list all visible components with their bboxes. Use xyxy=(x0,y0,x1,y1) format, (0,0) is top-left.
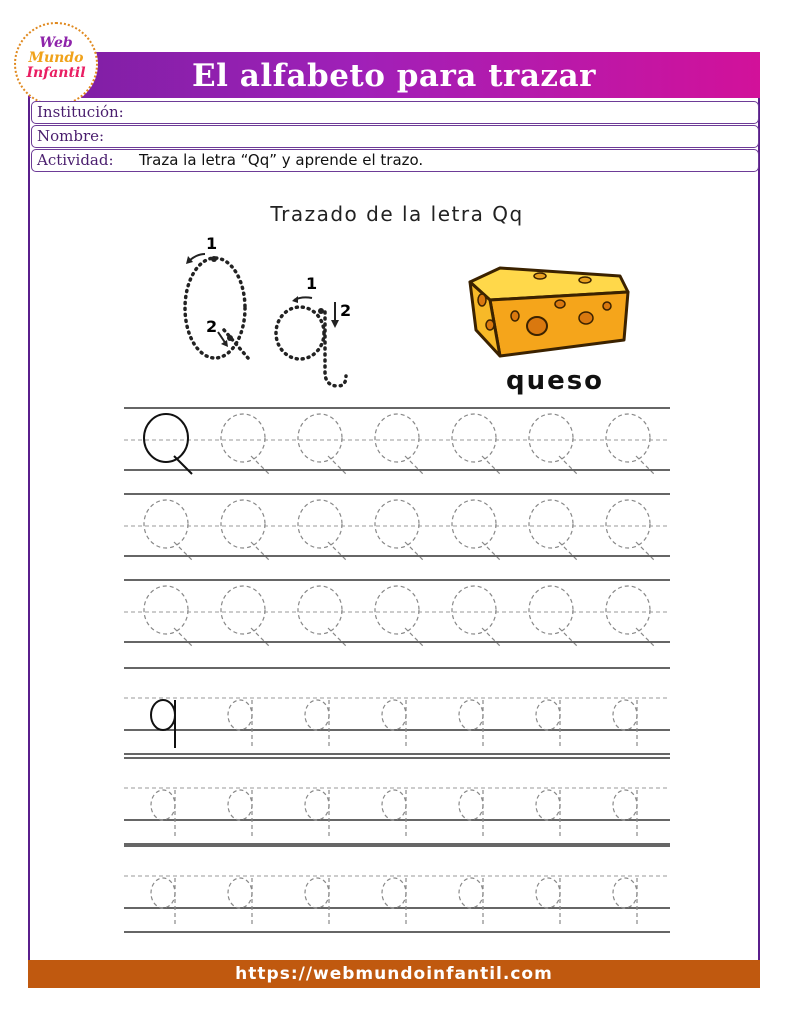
stroke-number-1-lower: 1 xyxy=(306,274,318,293)
stroke-number-2: 2 xyxy=(206,317,218,336)
trace-lowercase-q[interactable] xyxy=(613,790,637,838)
trace-lowercase-q[interactable] xyxy=(305,700,329,748)
trace-lowercase-q[interactable] xyxy=(305,790,329,838)
trace-lowercase-q[interactable] xyxy=(228,700,252,748)
trace-lowercase-q[interactable] xyxy=(536,700,560,748)
picture-word: queso xyxy=(505,366,605,396)
trace-uppercase-q[interactable] xyxy=(529,414,577,474)
trace-lowercase-q[interactable] xyxy=(228,790,252,838)
footer-url: https://webmundoinfantil.com xyxy=(235,964,553,984)
uppercase-q-demo xyxy=(185,234,248,358)
trace-lowercase-q[interactable] xyxy=(305,878,329,926)
trace-uppercase-q[interactable] xyxy=(221,414,269,474)
trace-lowercase-q[interactable] xyxy=(613,700,637,748)
trace-uppercase-q[interactable] xyxy=(606,500,654,560)
trace-lowercase-q[interactable] xyxy=(459,700,483,748)
trace-uppercase-q[interactable] xyxy=(298,586,346,646)
logo-line-2: Mundo xyxy=(28,50,84,66)
logo-line-3: Infantil xyxy=(26,65,86,81)
trace-uppercase-q[interactable] xyxy=(144,586,192,646)
trace-uppercase-q[interactable] xyxy=(606,414,654,474)
lowercase-q-demo xyxy=(276,274,351,386)
page-title: El alfabeto para trazar xyxy=(192,58,596,94)
institucion-label: Institución: xyxy=(37,103,124,121)
worksheet-subtitle: Trazado de la letra Qq xyxy=(270,202,524,226)
trace-lowercase-q[interactable] xyxy=(382,700,406,748)
trace-lowercase-q[interactable] xyxy=(459,878,483,926)
trace-uppercase-q[interactable] xyxy=(221,586,269,646)
trace-lowercase-q[interactable] xyxy=(151,878,175,926)
writing-guides xyxy=(124,408,670,932)
model-uppercase-q xyxy=(144,414,192,474)
nombre-label: Nombre: xyxy=(37,127,105,145)
trace-uppercase-q[interactable] xyxy=(221,500,269,560)
stroke-number-1: 1 xyxy=(206,234,218,253)
trace-lowercase-q[interactable] xyxy=(228,878,252,926)
trace-uppercase-q[interactable] xyxy=(452,500,500,560)
trace-uppercase-q[interactable] xyxy=(606,586,654,646)
trace-uppercase-q[interactable] xyxy=(452,586,500,646)
trace-lowercase-q[interactable] xyxy=(459,790,483,838)
stroke-number-2-lower: 2 xyxy=(340,301,352,320)
trace-uppercase-q[interactable] xyxy=(144,500,192,560)
trace-uppercase-q[interactable] xyxy=(452,414,500,474)
trace-lowercase-q[interactable] xyxy=(536,878,560,926)
trace-lowercase-q[interactable] xyxy=(382,790,406,838)
trace-lowercase-q[interactable] xyxy=(382,878,406,926)
trace-uppercase-q[interactable] xyxy=(298,414,346,474)
logo-line-1: Web xyxy=(39,35,73,51)
trace-lowercase-q[interactable] xyxy=(613,878,637,926)
model-lowercase-q xyxy=(151,700,175,748)
trace-uppercase-q[interactable] xyxy=(375,500,423,560)
trace-uppercase-q[interactable] xyxy=(529,500,577,560)
trace-uppercase-q[interactable] xyxy=(529,586,577,646)
actividad-label: Actividad: xyxy=(37,151,114,169)
cheese-illustration xyxy=(470,268,628,356)
trace-uppercase-q[interactable] xyxy=(375,586,423,646)
trace-lowercase-q[interactable] xyxy=(151,790,175,838)
trace-lowercase-q[interactable] xyxy=(536,790,560,838)
trace-uppercase-q[interactable] xyxy=(298,500,346,560)
trace-uppercase-q[interactable] xyxy=(375,414,423,474)
actividad-text: Traza la letra “Qq” y aprende el trazo. xyxy=(139,151,424,169)
